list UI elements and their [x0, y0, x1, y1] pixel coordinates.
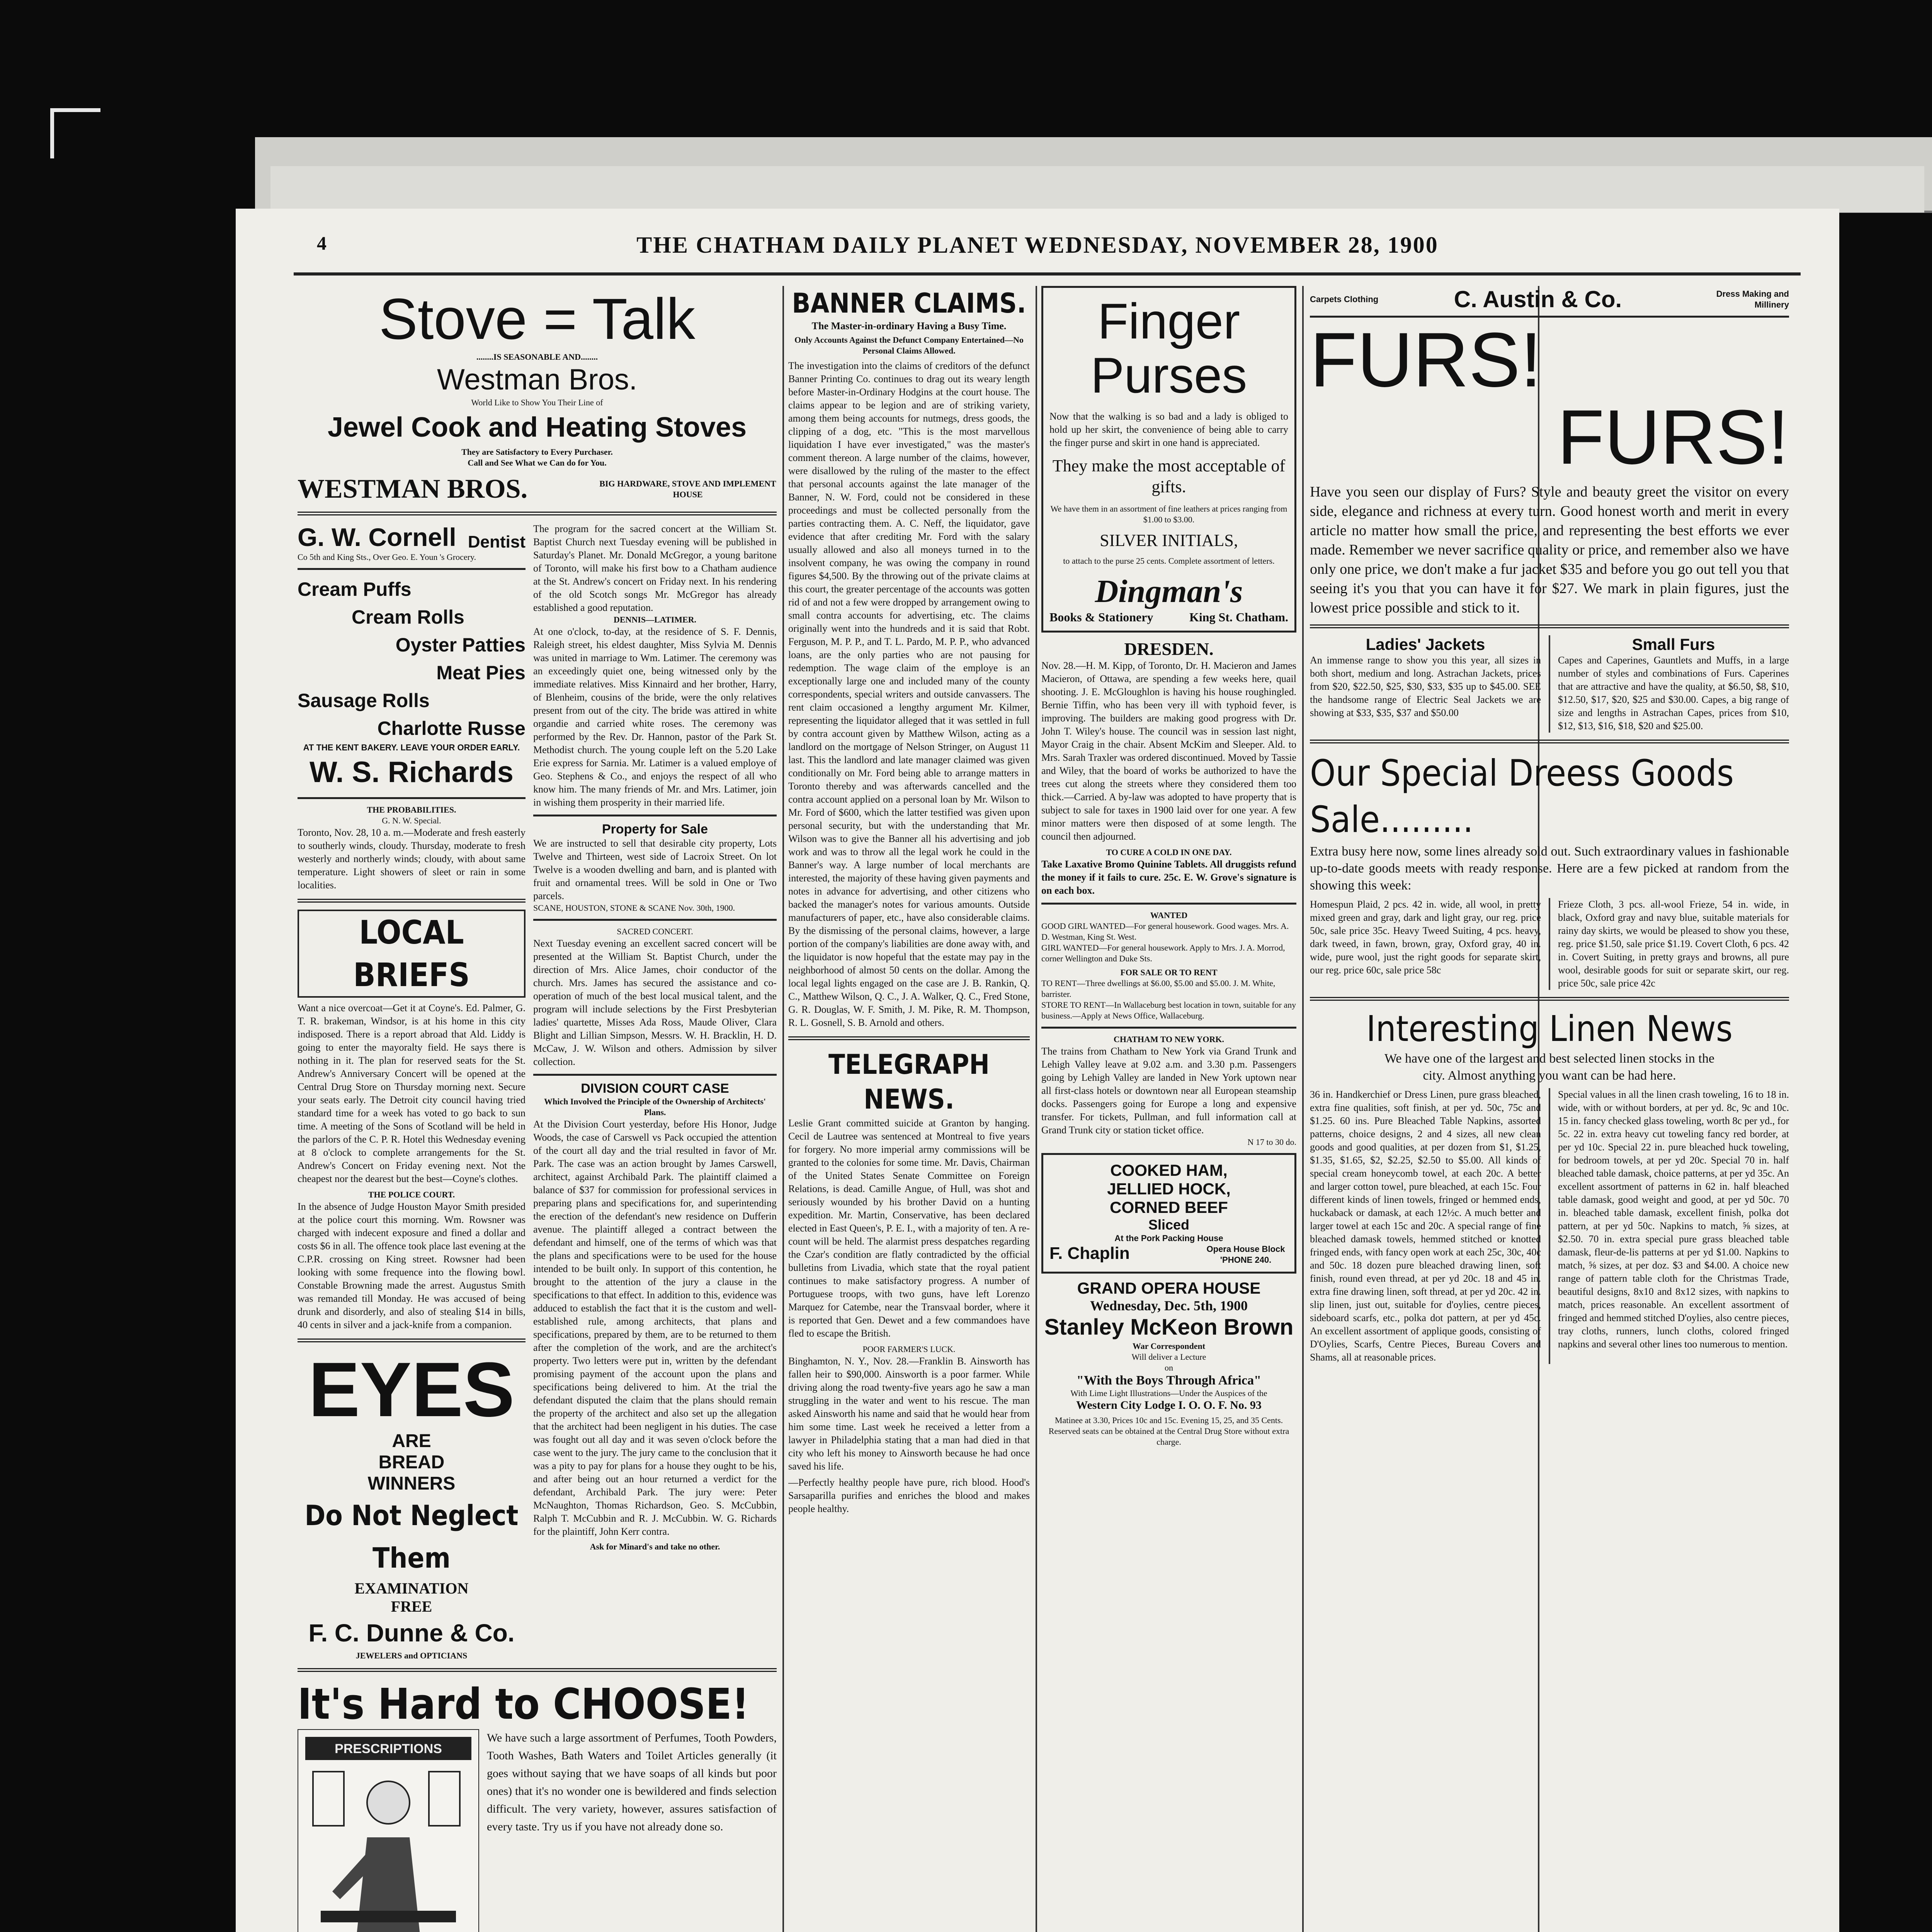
kent-bakery: AT THE KENT BAKERY. LEAVE YOUR ORDER EARLY. — [303, 743, 520, 752]
ladies-jackets-text: An immense range to show you this year, all sizes in both short, medium and long. Astrachan Jackets, prices from $20, $22.50, $25, $30, $33, $35 up to $45.00. SEE the handsome range of Electric Seal Jackets we are showing at $33, $35, $37 and $50.00 — [1310, 655, 1541, 718]
dresden-heading: DRESDEN. — [1124, 639, 1214, 659]
dresden-text: Nov. 28.—H. M. Kipp, of Toronto, Dr. H. Macieron and James Macieron, of Ottawa, are spending a few weeks here, quail shooting. J. E. McGloughlon is having his house roughingled. Bernie Tiffin, who has been very ill with typhoid fever, is improving. The builders are making good progress with Dr. John T. Wiley's house. The council was in session last night, Mayor Craig in the chair. Absent McKim and Sleeper. Ald. to Mrs. Sarah Traxler was ordered discontinued. Moved by Tassie and Wiley, that the board of works be authorized to have the trees cut along the streets where they considered them too thick.—Carried. A by-law was adopted to have property that is subject to sale for taxes in 1900 laid over for one year. A few minor matters were then disposed of at some length. The council then adjourned. — [1041, 660, 1296, 842]
ladies-jackets-heading: Ladies' Jackets — [1366, 635, 1485, 653]
sacred-concert-heading: SACRED CONCERT. — [617, 927, 693, 936]
divider — [788, 1036, 1030, 1040]
choose-title: It's Hard to CHOOSE! — [298, 1679, 749, 1729]
westman-footer — [298, 474, 777, 505]
stove-talk-title: Stove = Talk — [379, 286, 696, 351]
divider — [533, 1074, 777, 1076]
neglect-line: Do Not Neglect Them — [304, 1499, 519, 1574]
small-furs-heading: Small Furs — [1632, 635, 1715, 653]
chaplin-name: F. Chaplin — [1049, 1244, 1130, 1263]
masthead — [236, 232, 1839, 267]
wanted-ad-1: GOOD GIRL WANTED—For general housework. Good wages. Mrs. A. D. Westman, King St. West. — [1041, 921, 1289, 942]
divider — [1041, 1027, 1296, 1029]
finger-purses-ad — [1041, 286, 1296, 633]
dress-goods-heading: Our Special Dreess Goods Sale......... — [1310, 752, 1734, 841]
furs-subcolumns — [1310, 635, 1789, 733]
linen-news-heading: Interesting Linen News — [1366, 1008, 1733, 1049]
cooked-ham: COOKED HAM, — [1110, 1161, 1228, 1179]
police-court-text: In the absence of Judge Houston Mayor Smith presided at the police court this morning. Wm. Rowsner was charged with indecent exposure and fined a dollar and costs $6 in all. The offence took place last evening at the C.P.R. crossing on King street. Rowsner had been looking with some frequence into the flowing bowl. Constable Browning made the arrest. Augustus Smith was remanded till Monday. He was accused of being drunk and disorderly, and also of stealing $14 in bills, 40 cents in silver and a jack-knife from a companion. — [298, 1201, 526, 1330]
cure-cold-heading: TO CURE A COLD IN ONE DAY. — [1106, 847, 1232, 857]
gutter — [526, 522, 533, 1661]
dress-goods-lists — [1310, 898, 1789, 990]
dennis-latimer-text: At one o'clock, to-day, at the residence of S. F. Dennis, Raleigh street, his eldest daughter, Miss Sylvia M. Dennis was united in marriage to Wm. Latimer. The ceremony was an exceedingly quiet one, being witnessed only by the immediate relatives. Miss Kinnaird and her brother, Harry, of Blenheim, cousins of the bride, were the only relatives present from out of the city. The bride was attired in white organdie and carried white roses. The ceremony was performed by the Rev. Dr. Hannon, pastor of the Park St. Methodist church. The young couple left on the 5.20 Lake Erie express for Sarnia. Mr. Latimer is a valued employe of Geo. Stephens & Co., and enjoys the respect of all who know him. The many friends of Mr. and Mrs. Latimer, join in wishing them prosperity in their married life. — [533, 626, 777, 808]
chaplin-footer — [1049, 1244, 1288, 1265]
silver-initials-sub: to attach to the purse 25 cents. Complete assortment of letters. — [1063, 556, 1275, 566]
for-sale-heading: FOR SALE OR TO RENT — [1120, 968, 1218, 977]
column-divider-2 — [1036, 286, 1037, 1932]
opera-house-ad — [1041, 1279, 1296, 1447]
column-3 — [788, 286, 1030, 1932]
left-subcolumn-b — [533, 522, 777, 1661]
column-1 — [298, 286, 777, 1932]
finger-purses-text: Now that the walking is so bad and a lady is obliged to hold up her skirt, the convenience of being able to carry the finger purse and skirt in one hand is appreciated. — [1049, 411, 1288, 448]
lime-light: With Lime Light Illustrations—Under the Auspices of the — [1070, 1388, 1267, 1398]
divider — [1310, 740, 1789, 743]
newspaper-page — [236, 209, 1839, 1932]
dingman-info — [1049, 610, 1288, 624]
choose-text: We have such a large assortment of Perfumes, Tooth Powders, Tooth Washes, Bath Waters and Toilet Articles generally (it goes without saying that we have soaps of all kinds but poor ones) that it's no wonder one is bewildered and finds selection difficult. The very variety, however, assures satisfaction of every taste. Try us if you have not already done so. — [487, 1731, 777, 1833]
dunne-name: F. C. Dunne & Co. — [308, 1619, 515, 1647]
cooked-ham-ad — [1041, 1153, 1296, 1274]
jellied-hock: JELLIED HOCK, — [1107, 1180, 1231, 1198]
linen-left: 36 in. Handkerchief or Dress Linen, pure grass bleached, extra fine qualities, soft finish, at per yd. 50c, 75c and $1.25. 60 ins. Pure Bleached Table Napkins, assorted patterns, choice designs, 2 and 4 sizes, all new clean goods and good qualities, at per dozen from $1, $1.25, $1.35, $1.65, $2, $2.25, $2.50 to $5.00. All kinds of special cream honeycomb towel, at each 20c. A better and larger cotton towel, pure bleached, at each 15c. Four different kinds of linen towels, fringed or hemmed ends, huckaback or damask, at each 12½c. A much better and larger towel at each 15c and 20c. A special range of fine bleached damask towels, hemmed stitched or knotted fringed ends, with fancy open work at each 25c, 30c, 40c and 50c. 18 dozen pure bleached drawing linen, soft finish, round even thread, at per yd 20c. 18 and 45 in. extra fine drawing linen, soft thread, at per yd 20c. 42 in. slip linen, just out, suitable for d'oylies, centre pieces, sideboard scarfs, etc., polka dot pattern, at per yd 45c. An excellent assortment of applique goods, consisting of D'Oylies, Scarfs, Centre Pieces, Bureau Covers and Shams, all at reasonable prices. — [1310, 1088, 1550, 1364]
dennis-latimer-heading: DENNIS—LATIMER. — [613, 615, 697, 624]
linen-news-sub: We have one of the largest and best selected linen stocks in the city. Almost anything you want can be had here. — [1384, 1051, 1714, 1083]
masthead-title: THE CHATHAM DAILY PLANET WEDNESDAY, NOVEMBER 28, 1900 — [636, 232, 1439, 258]
pharmacist-illustration — [298, 1729, 479, 1932]
westman-bros-name: WESTMAN BROS. — [298, 474, 528, 504]
divider — [298, 512, 777, 515]
page-number: 4 — [317, 232, 328, 254]
western-lodge: Western City Lodge I. O. O. F. No. 93 — [1076, 1399, 1262, 1412]
divider — [533, 815, 777, 816]
linen-lists — [1310, 1088, 1789, 1364]
banner-subheading: The Master-in-ordinary Having a Busy Time. — [811, 320, 1007, 332]
furs-line-2: FURS! — [1557, 394, 1789, 480]
divider — [1310, 997, 1789, 1001]
carpets-clothing: Carpets Clothing — [1310, 294, 1379, 304]
call-line: Call and See What we Can do for You. — [468, 458, 607, 468]
world-line: World Like to Show You Their Line of — [471, 398, 603, 407]
division-court-subheading: Which Involved the Principle of the Ownership of Architects' Plans. — [544, 1097, 766, 1117]
poor-farmer-heading: POOR FARMER'S LUCK. — [862, 1344, 956, 1354]
property-sale-text: We are instructed to sell that desirable city property, Lots Twelve and Thirteen, west side of Lacroix Street. On lot Twelve is a wooden dwelling and barn, and is planted with fruit and ornamental trees. Will be sold in One or Two parcels. — [533, 838, 777, 901]
dress-goods-left: Homespun Plaid, 2 pcs. 42 in. wide, all wool, in pretty mixed green and gray, dark and light gray, our reg. price 50c, sale price 35c. Heavy Tweed Suiting, 4 pcs. heavy, dark tweed, in fawn, brown, gray, Oxford gray, 40 in. wide, pure wool, just the right goods for separate skirt, our reg. price 60c, sale price 58c — [1310, 898, 1550, 990]
pharmacist-figure-icon — [298, 1729, 479, 1932]
banner-claims-text: The investigation into the claims of creditors of the defunct Banner Printing Co. continues to drag out its weary length before Master-in-Ordinary Hodgins at the court house. The claims appear to be legion and are of striking variety, among them being accounts for nutmegs, dress goods, the clipping of a dog, etc. "This is the most marvellous liquidation I have ever investigated," was the master's comment thereon. A large number of the claims, however, were disallowed by the ruling of the master to the effect that personal accounts against the late manager of the Banner, N. W. Ford, could not be considered in these proceedings and must be collected personally from the parties contracting them. A. C. Neff, the liquidator, gave evidence that after crediting Mr. Ford with the salary usually allowed and also all moneys turned in to the insolvent company, he was owing the company in round figures $4,500. By the throwing out of the private claims at this court, the greater percentage of the accounts was gotten rid of and not a few were dropped by arrangement owing to small contra accounts for advertising, etc. The claims originally went into the hundreds and it is said that Robt. Ferguson, M. P. P., and T. L. Pardo, M. P. P., who advanced loans, are the only parties who are not pausing for redemption. The wage claim of the employe is an exceptionally large one and included many of the county correspondents, special writers and outside canvassers. The rent claim occasioned a lengthy argument Mr. Kilmer, representing the liquidator alleged that it was settled in full by contra account given by Matthew Wilson, acting as a landlord on the mortgage of Nelson Stringer, on August 11 last. This the landlord and late manager claimed was given conditionally on Mr. Ford being able to arrange matters in Toronto thereby and was afterwards cancelled and the contra account applied on a personal loan by Mr. Wilson to Mr. Ford of $600, which the latter testified was given upon personal security, but with the understanding that Mr. Wilson was to give the Banner all his advertising and job work and was to throw all the legal work he could in the Banner's way. A large number of local merchants are interested, the majority of these having given payments and notes in advance for advertising, and other citizens who backed the manager's notes for various amounts. Outside manufacturers of paper, etc., have also considerable claims. By the dismissing of the personal claims, however, a large portion of the company's liabilities are done away with, and the liquidator is now hopeful that the estate may pay in the neighborhood of almost 50 cents on the dollar. Among the local legal lights engaged on the case are J. B. Rankin, Q. C., Matthew Wilson, Q. C., J. A. Walker, Q. C., Fred Stone, G. R. Douglas, W. F. Smith, J. M. Pike, R. M. Thompson, R. L. Gosnell, S. B. Arnold and others. — [788, 360, 1030, 1028]
satisfactory-line: They are Satisfactory to Every Purchaser. — [461, 447, 613, 457]
banner-claims-heading: BANNER CLAIMS. — [792, 287, 1026, 319]
divider — [298, 1668, 777, 1672]
dingman-logo — [1049, 573, 1288, 624]
bakery-item: Meat Pies — [436, 662, 526, 684]
divider — [298, 899, 526, 903]
probabilities-heading: THE PROBABILITIES. — [367, 805, 456, 815]
rent-ad-1: TO RENT—Three dwellings at $6.00, $5.00 and $5.00. J. M. White, barrister. — [1041, 978, 1276, 999]
examination-word: EXAMINATION — [354, 1580, 469, 1597]
silver-initials: SILVER INITIALS, — [1100, 531, 1238, 550]
on-word: on — [1165, 1363, 1173, 1372]
small-furs-text: Capes and Caperines, Gauntlets and Muffs, in a large number of styles and combinations of Furs. Caperines that are attractive and have the quality, at $6.50, $8, $10, $12.50, $17, $20, $25 and $30.00. Capes, a big range of size and lengths in Astrachan Capes, prices from $10, $12, $13, $16, $18, $20 and $25.00. — [1558, 655, 1789, 731]
telegraph-news-text: Leslie Grant committed suicide at Granton by hanging. Cecil de Lautree was sentenced at Montreal to five years for forgery. No more imperial army commissions will be granted to the colonies for some time. Mr. Davis, Chairman of the United States Senate Committee on Foreign Relations, is dead. Camille Angue, of Hull, was shot and seriously wounded by his brother David on a hunting expedition. Mr. Martin, Conservative, has been declared elected in East Queen's, P. E. I., with a majority of ten. A re-count will be held. The alarmist press despatches regarding the Czar's condition are flatly contradicted by the official bulletins from Livadia, which state that the royal patient continues to make satisfactory progress. A number of Portuguese troops, with two guns, have left Lorenzo Marquez for Catembe, near the Transvaal border, where it is reported that Gen. Dewet and a few commandoes have fled to escape the British. — [788, 1117, 1030, 1339]
cornell-address: Co 5th and King Sts., Over Geo. E. Youn 's Grocery. — [298, 552, 476, 562]
dentist-label: Dentist — [468, 532, 526, 551]
cornell-name: G. W. Cornell — [298, 523, 456, 551]
hoods-ad: —Perfectly healthy people have pure, rich blood. Hood's Sarsaparilla purifies and enriches the blood and makes people healthy. — [788, 1477, 1030, 1514]
opera-block: Opera House Block 'PHONE 240. — [1206, 1244, 1285, 1265]
eyes-title: EYES — [308, 1347, 515, 1433]
austin-header-name: C. Austin & Co. — [1454, 286, 1622, 312]
column-4 — [1041, 286, 1296, 1932]
property-sale-signature: SCANE, HOUSTON, STONE & SCANE Nov. 30th, 1900. — [533, 903, 735, 913]
property-sale-heading: Property for Sale — [602, 822, 708, 837]
wanted-ad-2: GIRL WANTED—For general housework. Apply to Mrs. J. A. Morrod, corner Wellington and Duke Sts. — [1041, 943, 1285, 963]
divider — [298, 797, 526, 799]
free-word: FREE — [391, 1598, 432, 1615]
new-york-text: The trains from Chatham to New York via Grand Trunk and Lehigh Valley leave at 9.02 a.m. and 3.30 p.m. Passengers going by Lehigh Valley are landed in New York uptown near all first-class hotels or downtown near all European steamship docks. Passengers going for Europe a long and expensive transfer. For tickets, Pullman, and full information call at Grand Trunk city or station ticket office. — [1041, 1046, 1296, 1136]
dress-goods-text: Extra busy here now, some lines already sold out. Such extraordinary values in fashionable up-to-date goods meets with ready response. Here are a few picked at random from the showing this week: — [1310, 844, 1789, 893]
local-briefs-heading: LOCAL BRIEFS — [298, 910, 526, 998]
probabilities-signature: G. N. W. Special. — [382, 816, 441, 825]
telegraph-news-heading: TELEGRAPH NEWS. — [828, 1049, 990, 1115]
purses-title: Purses — [1090, 347, 1247, 403]
opera-date: Wednesday, Dec. 5th, 1900 — [1090, 1298, 1248, 1313]
boys-africa: "With the Boys Through Africa" — [1077, 1373, 1261, 1388]
column-divider-1 — [782, 286, 784, 1932]
new-york-date: N 17 to 30 do. — [1247, 1137, 1296, 1147]
eyes-ad — [298, 1349, 526, 1661]
left-subcolumns — [298, 522, 777, 1661]
bakery-item: Cream Rolls — [352, 606, 464, 628]
books-stationery: Books & Stationery — [1049, 610, 1153, 624]
pork-house: At the Pork Packing House — [1114, 1233, 1223, 1243]
war-correspondent: War Correspondent — [1132, 1341, 1206, 1351]
finger-title: Finger — [1097, 293, 1240, 349]
division-court-heading: DIVISION COURT CASE — [581, 1081, 729, 1096]
rent-ad-2: STORE TO RENT—In Wallaceburg best location in town, suitable for any business.—Apply at News Office, Wallaceburg. — [1041, 1000, 1296, 1020]
minards-ad: Ask for Minard's and take no other. — [590, 1542, 720, 1551]
jewel-stoves: Jewel Cook and Heating Stoves — [327, 412, 747, 443]
bakery-item: Charlotte Russe — [377, 718, 526, 739]
are-word: ARE — [392, 1431, 431, 1451]
dingman-name: Dingman's — [1095, 573, 1243, 609]
jewelers-label: JEWELERS and OPTICIANS — [355, 1651, 468, 1660]
hardware-house: BIG HARDWARE, STOVE AND IMPLEMENT HOUSE — [599, 479, 776, 499]
bakery-item: Cream Puffs — [298, 578, 412, 600]
dress-making-millinery: Dress Making and Millinery — [1716, 289, 1789, 310]
westman-heading: Westman Bros. — [437, 363, 638, 396]
austin-header — [1310, 286, 1789, 318]
mccall-body — [298, 1729, 777, 1932]
stanley-brown: Stanley McKeon Brown — [1044, 1315, 1294, 1340]
crop-mark-top-left — [50, 108, 100, 158]
stove-subtitle: ........IS SEASONABLE AND........ — [476, 352, 598, 362]
probabilities-text: Toronto, Nov. 28, 10 a. m.—Moderate and fresh easterly to southerly winds, cloudy. Thursday, moderate to fresh westerly and northerly winds; cloudy, with about same temperature. Light showers of sleet or rain in some localities. — [298, 827, 526, 891]
lecture-line: Will deliver a Lecture — [1131, 1352, 1206, 1362]
opera-house-title: GRAND OPERA HOUSE — [1077, 1279, 1261, 1297]
assortment-text: We have them in an assortment of fine leathers at prices ranging from $1.00 to $3.00. — [1050, 504, 1287, 524]
reserved-seats: Reserved seats can be obtained at the Central Drug Store without extra charge. — [1048, 1426, 1289, 1447]
stove-talk-ad — [298, 286, 777, 505]
cure-cold-text: Take Laxative Bromo Quinine Tablets. All druggists refund the money if it fails to cure. 25c. E. W. Grove's signature is on each box. — [1041, 859, 1296, 896]
wanted-heading: WANTED — [1150, 910, 1188, 920]
division-court-text: At the Division Court yesterday, before His Honor, Judge Woods, the case of Carswell vs Pack occupied the attention of the court all day and the trial resulted in favor of Mr. Park. The case was an action brought by James Carswell, architect, against Archibald Park. The plaintiff claimed a balance of $37 for commission for professional services in preparing plans and specifications for, and superintending the erection of the defendant's new residence on Dufferin avenue. The plaintiff alleged a contract between the defendant and himself, one of the terms of which was that the plans and specifications were to be used for the house intended to be built only. In support of this contention, he brought to the attention of the jury a clause in the specifications to that effect. In addition to this, evidence was adduced to establish the fact that it is the custom and well-established rule, among architects, that plans and specifications, prepared by them, are to be returned to them after the completion of the work, and are the architect's property. Two letters were put in, written by the defendant promising payment of the account upon the plans and specifications being delivered to him. At the trial the defendant disputed the claim that the plans should remain the property of the architect and also set up the allegation that the architect had been negligent in his duties. The case was fought out all day and it was seven o'clock before the case went to the jury. The jury came to the conclusion that it was a pity to pay for plans for a house they ought to be his, and after being out an hour returned a verdict for the defendant, Archibald Park. The jury were: Peter McNaughton, Thomas Richardson, Geo. S. McCubbin, Ralph T. McCubbin and R. J. McCubbin. W. G. Richards for the plaintiff, John Kerr contra. — [533, 1119, 777, 1537]
dress-goods-right: Frieze Cloth, 3 pcs. all-wool Frieze, 54 in. wide, in black, Oxford gray and navy blue, suitable materials for rainy day skirts, we would be pleased to show you these, reg. price $1.50, sale price $1.19. Covert Cloth, 6 pcs. 42 in. Covert Suiting, in pretty grays and browns, all pure wool, desirable goods for suit or separate skirt, our reg. price 50c, sale price 42c — [1558, 899, 1789, 989]
column-divider-3 — [1302, 286, 1304, 1932]
banner-subheading-2: Only Accounts Against the Defunct Company Entertained—No Personal Claims Allowed. — [794, 335, 1024, 355]
king-st-chatham: King St. Chatham. — [1189, 610, 1288, 624]
bakery-item: Sausage Rolls — [298, 690, 430, 711]
divider — [1310, 624, 1789, 628]
corned-beef: CORNED BEEF — [1110, 1198, 1228, 1216]
cornell-header — [298, 522, 526, 552]
bakery-item: Oyster Patties — [395, 634, 526, 656]
richards-name: W. S. Richards — [310, 756, 514, 789]
acceptable-gifts: They make the most acceptable of gifts. — [1052, 456, 1286, 496]
masthead-rule — [294, 272, 1801, 276]
opera-prices: Matinee at 3.30, Prices 10c and 15c. Evening 15, 25, and 35 Cents. — [1054, 1415, 1283, 1425]
divider — [298, 1338, 526, 1342]
mccall-ad — [298, 1679, 777, 1932]
divider — [1041, 903, 1296, 905]
local-briefs-text: Want a nice overcoat—Get it at Coyne's. Ed. Palmer, G. T. R. brakeman, Windsor, is at his home in this city indisposed. There is a report abroad that Ald. Liddy is going to enter the mayoralty field. He says there is nothing in it. The plan for reserved seats for the St. Andrew's Anniversary Concert will be opened at the Central Drug Store on Thursday morning next. Secure your seats early. The Detroit city council having tried standard time for a week has voted to go back to sun time. A meeting of the Sons of Scotland will be held in the parlors of the C. P. R. Hotel this Wednesday evening at 8 o'clock to complete arrangements for the St. Andrew's Concert on Friday evening next. Not the cheapest nor the dearest but the best—Coyne's clothes. — [298, 1002, 526, 1184]
furs-line-1: FURS! — [1310, 317, 1542, 403]
concert-text: The program for the sacred concert at the William St. Baptist Church next Tuesday evening will be published in Saturday's Planet. Mr. Donald McGregor, a young baritone of Toronto, will make his first bow to a Chatham audience at the St. Andrew's concert on Friday next. In his rendering of the old Scotch songs Mr. McGregor has already established a good reputation. — [533, 523, 777, 613]
prescriptions-sign: PRESCRIPTIONS — [335, 1742, 442, 1756]
bakery-ad — [298, 575, 526, 792]
sacred-concert-text: Next Tuesday evening an excellent sacred concert will be presented at the William St. Baptist Church, under the direction of Mrs. Alice James, choir conductor of the church. Mrs. James has secured the assistance and co-operation of much of the best local musical talent, and the program will include selections by the First Presbyterian ladies' quartette, Misses Ada Ross, Maude Oliver, Clara Blight and Lillian Simpson, Messrs. W. H. Bracklin, H. D. McCaw, J. W. Wilson and others. Admission by silver collection. — [533, 938, 777, 1067]
winners-word: WINNERS — [367, 1473, 456, 1494]
sliced-label: Sliced — [1148, 1217, 1190, 1233]
small-furs-box — [1550, 635, 1789, 733]
bread-word: BREAD — [378, 1452, 445, 1473]
poor-farmer-text: Binghamton, N. Y., Nov. 28.—Franklin B. Ainsworth has fallen heir to $90,000. Ainsworth is a poor farmer. While driving along the road twenty-five years ago he saw a man struggling in the water and went to his rescue. The man asked Ainsworth his name and said that he would hear from him some time. Last week he received a letter from a lawyer in Philadelphia stating that a man had died in that city who left his money to Ainsworth because he had once saved his life. — [788, 1355, 1030, 1472]
column-5 — [1310, 286, 1789, 1932]
left-subcolumn-a — [298, 522, 526, 1661]
new-york-heading: CHATHAM TO NEW YORK. — [1113, 1034, 1225, 1044]
divider — [298, 568, 526, 570]
ladies-jackets-box — [1310, 635, 1550, 733]
divider — [533, 919, 777, 921]
cornell-ad — [298, 522, 526, 563]
police-court-heading: THE POLICE COURT. — [368, 1190, 455, 1199]
paper-edge-inner — [270, 166, 1924, 213]
linen-right: Special values in all the linen crash toweling, 16 to 18 in. wide, with or without borders, at per yd. 8c, 9c and 10c. 15 in. fancy checked glass toweling, worth 8c per yd., for 5c. 22 in. extra heavy cut toweling fancy red border, at per yd 10c. Special 22 in. pure bleached huck toweling, for bedroom towels, at per yd 20c. Special 70 in. half bleached table damask, choice patterns, at per yd 35c. An excellent assortment of patterns in 62 in. half bleached table damask, good weight and good, at per yd 50c. 70 in. bleached table damask, excellent finish, polka dot pattern, at per yd 50c. Napkins to match, ⅝ sizes, at $2.50. 70 in. extra special pure grass bleached table damask, fleur-de-lis patterns at per yd $1.00. Napkins to match, ⅝ sizes, at per doz. $3 and $4.00. A choice new range of pattern table cloth for the Christmas Trade, beautiful designs, 8x10 and 8x12 sizes, with napkins to match, prices reasonable. An excellent assortment of fringed and hemmed stitched D'oylies, also centre pieces, tray cloths, runners, lunch cloths, colored fringed napkins and several other lines too numerous to mention. — [1558, 1089, 1789, 1350]
furs-text: Have you seen our display of Furs? Style and beauty greet the visitor on every side, elegance and richness at every turn. Good honest worth and merit in every article no matter how small the price, and representing the best efforts we ever made. Remember we never sacrifice quality or price, and remember also we have only one price, we don't make a fur jacket $35 and before you go out tell you that seeing it's you that you can have it for $27. We mark in plain figures, just the lowest price possible and stick to it. — [1310, 484, 1789, 616]
